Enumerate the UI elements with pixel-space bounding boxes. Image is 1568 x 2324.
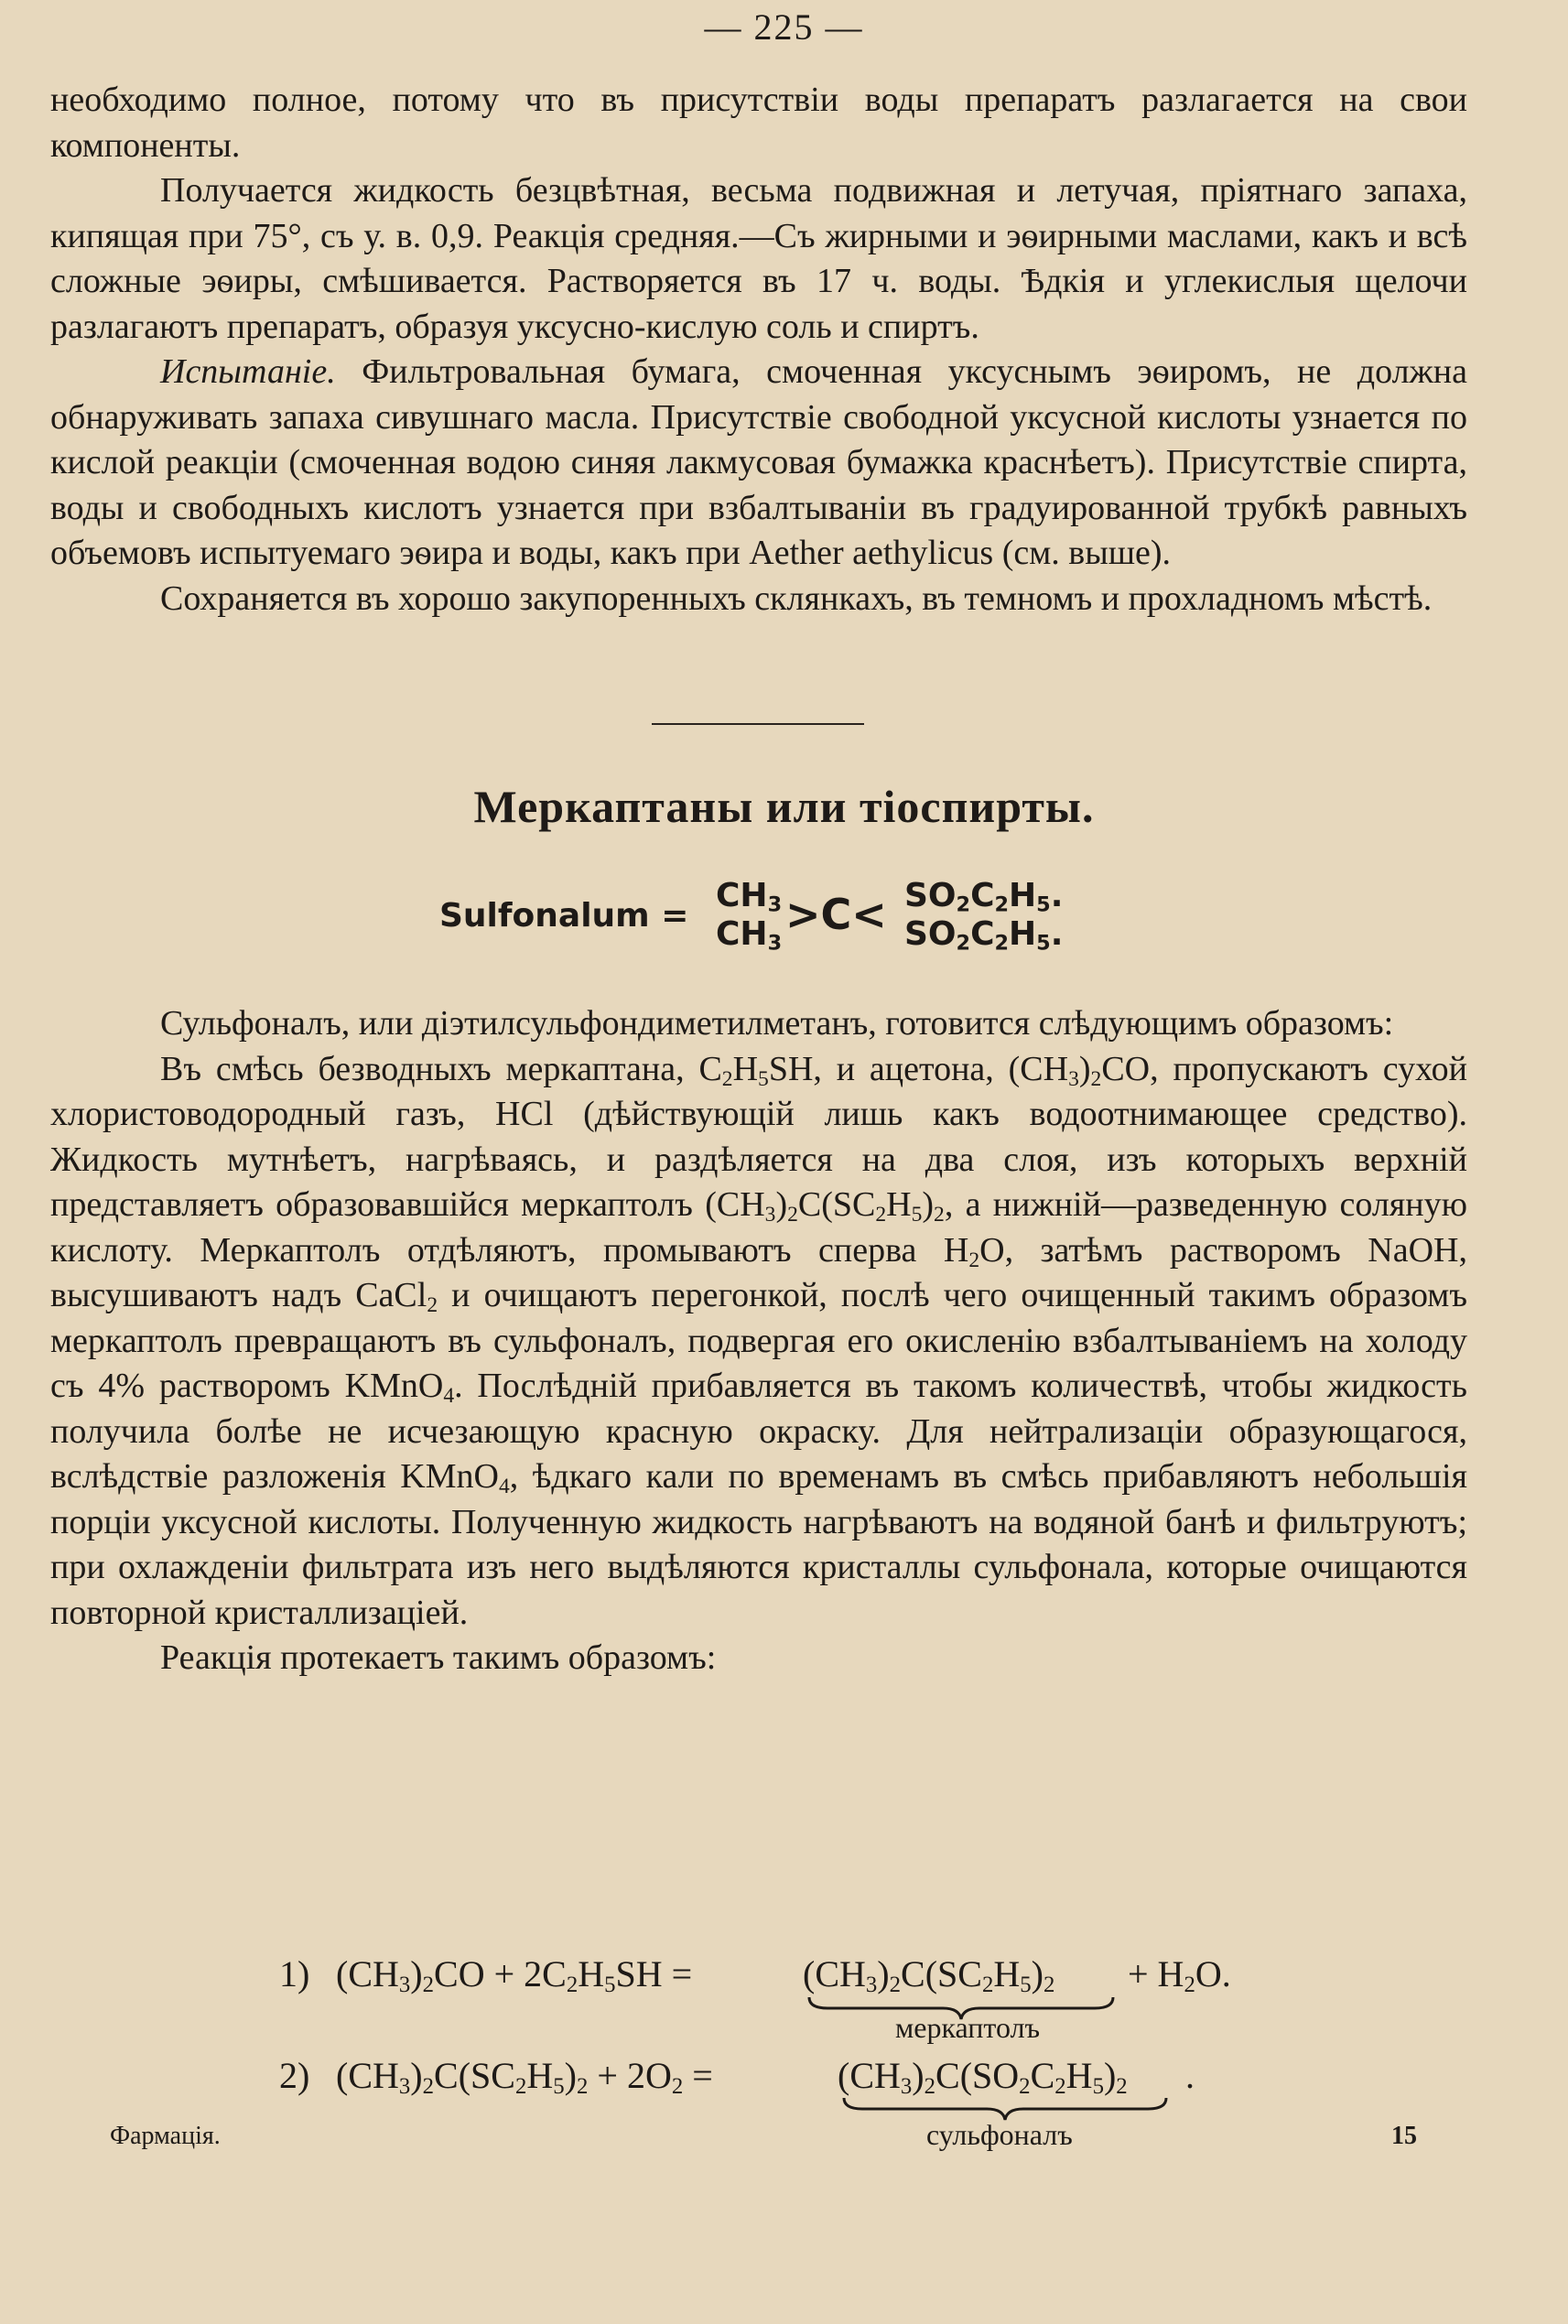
reaction-1-tail: + $H_2O$. [1128,1953,1231,1998]
paragraph-tests-text: Фильтровальная бумага, смоченная уксуснымъ эѳиромъ, не должна обнаруживать запаха сивушнаго масла. Присутствіе свободной уксусной кислоты узнается по кислой реакціи (смоченная водою синяя лакмусовая бумажка краснѣетъ). Присутствіе спирта, воды и свободныхъ кислотъ узнается при взбалтываніи въ градуированной трубкѣ равныхъ объемовъ испытуемаго эѳира и воды, какъ при Aether aethylicus (см. выше). [50,352,1468,572]
reaction-2-lhs: $(CH_3)_2C(SC_2H_5)_2 + 2O_2$ = [336,2055,713,2100]
paragraph-continuation: необходимо полное, потому что въ присутствіи воды препаратъ разлагается на свои компоненты. [50,81,1467,165]
formula-name: Sulfonalum = [439,897,689,935]
section-title: Меркаптаны или тіоспирты. [473,781,1095,832]
test-label: Испытаніе. [160,352,336,391]
page-number: — 225 — [704,6,864,48]
reaction-1-lhs: $(CH_3)_2CO + 2C_2H_5SH$ = [336,1953,693,1998]
footer-right: 15 [1391,2122,1417,2150]
reaction-1-number: 1) [279,1953,310,1994]
reaction-2-label: сульфоналъ [926,2118,1073,2151]
paragraph-properties: Получается жидкость безцвѣтная, весьма подвижная и летучая, пріятнаго запаха, кипящая при 75°, съ у. в. 0,9. Реакція средняя.—Съ жирными и эѳирными маслами, какъ и всѣ сложные эѳиры, смѣшивается. Растворяется въ 17 ч. воды. Ѣдкія и углекислыя щелочи разлагаютъ препаратъ, образуя уксусно-кислую соль и спиртъ. [50,171,1467,346]
formula-left-bottom: $CH_3$ [716,915,783,956]
formula-center: >C< [785,890,887,939]
formula-left-group [716,877,782,954]
section-divider [652,723,864,725]
formula-right-bottom: $SO_2C_2H_5$. [904,915,1064,956]
formula-left-top: $CH_3$ [716,877,783,917]
top-text-block [50,78,1467,622]
paragraph-tests [50,350,1467,577]
main-text-block [50,1001,1467,1681]
paragraph-reaction-intro: Реакція протекаетъ такимъ образомъ: [160,1638,717,1677]
reaction-1-product: $(CH_3)_2C(SC_2H_5)_2$ [803,1953,1055,1998]
paragraph-intro: Сульфоналъ, или діэтилсульфондиметилметанъ, готовится слѣдующимъ образомъ: [160,1004,1394,1043]
paragraph-preparation: Въ смѣсь безводныхъ меркаптана, $C_2H_5SH$, и ацетона, $(CH_3)_2CO$, пропускаютъ сухой хлористоводородный газъ, HCl (дѣйствующій лишь какъ водоотнимающее средство). Жидкость мутнѣетъ, нагрѣваясь, и раздѣляется на два слоя, изъ которыхъ верхній представляетъ образовавшійся меркаптолъ $(CH_3)_2C(SC_2H_5)_2$, а нижній—разведенную соляную кислоту. Меркаптолъ отдѣляютъ, промываютъ сперва $H_2O$, затѣмъ растворомъ NaOH, высушиваютъ надъ CaCl$_2$ и очищаютъ перегонкой, послѣ чего очищенный такимъ образомъ меркаптолъ превращаютъ въ сульфоналъ, подвергая его окисленію взбалтываніемъ на холоду съ 4% растворомъ KMnO$_4$. Послѣдній прибавляется въ такомъ количествѣ, чтобы жидкость получила болѣе не исчезающую красную окраску. Для нейтрализаціи образующагося, вслѣдствіе разложенія KMnO$_4$, ѣдкаго кали по временамъ въ смѣсь прибавляютъ небольшія порціи уксусной кислоты. Полученную жидкость нагрѣваютъ на водяной банѣ и фильтруютъ; при охлажденіи фильтрата изъ него выдѣляются кристаллы сульфонала, которые очищаются повторной кристаллизаціей. [50,1049,1468,1632]
reaction-2-tail: . [1185,2055,1195,2096]
formula-right-top: $SO_2C_2H_5$. [904,877,1064,917]
paragraph-storage: Сохраняется въ хорошо закупоренныхъ склянкахъ, въ темномъ и прохладномъ мѣстѣ. [160,578,1433,618]
formula-right-group [904,877,1063,954]
reaction-2-number: 2) [279,2055,310,2096]
footer-left: Фармація. [110,2122,221,2150]
reaction-2-product: $(CH_3)_2C(SO_2C_2H_5)_2$ [838,2055,1128,2100]
reaction-1-label: меркаптолъ [895,2011,1041,2044]
